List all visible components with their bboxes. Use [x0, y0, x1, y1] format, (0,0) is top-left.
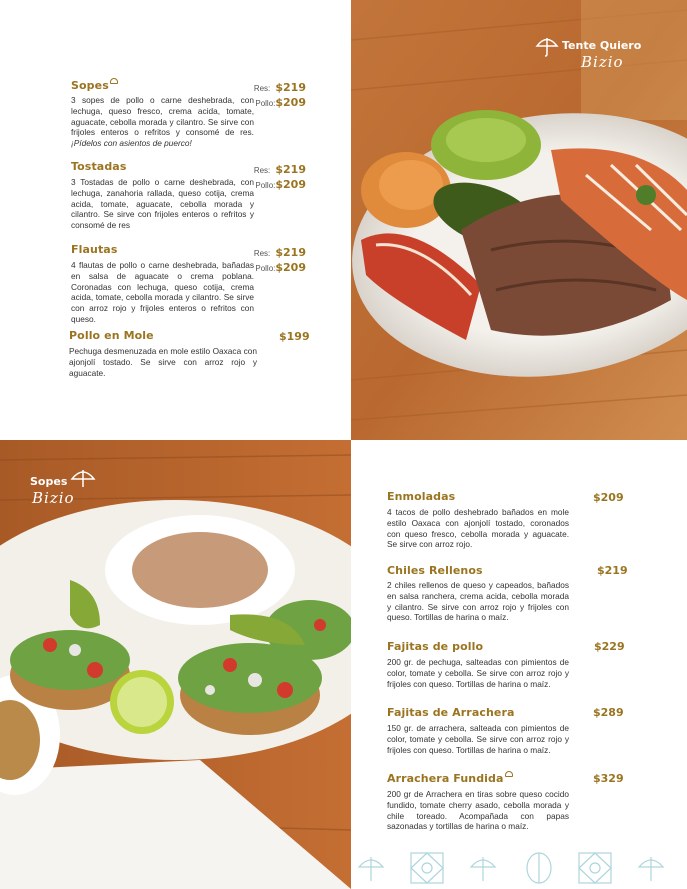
food-photo [0, 440, 351, 889]
item-title: Sopes [71, 79, 109, 92]
item-title: Enmoladas [387, 490, 456, 503]
item-prices [250, 245, 306, 275]
logo-script-text: Bizio [32, 489, 75, 507]
menu-item-flautas [71, 243, 117, 256]
logo-script-text: Bizio [581, 53, 624, 71]
tile-motif [359, 857, 383, 881]
menu-item-fajitas-de-arrachera [387, 706, 515, 719]
item-price: $199 [279, 330, 310, 343]
price-value: $209 [275, 96, 306, 109]
item-price: $289 [593, 706, 624, 719]
item-description: 2 chiles rellenos de queso y capeados, bañados en salsa ranchera, crema acida, cebolla morada y cilantro. Se sirve con arroz rojo y frijoles con queso. Tortillas de harina o maíz. [387, 580, 569, 623]
item-title: Arrachera Fundida [387, 772, 504, 785]
item-description: 4 flautas de pollo o carne deshebrada, bañadas en salsa de aguacate o crema poblana. Coronadas con lechuga, queso cotija, crema acida, tomate, cebolla morada y cilantro. Se sirve con arroz rojo y frijoles enteros o refritos con queso. [71, 260, 254, 324]
price-value: $219 [275, 246, 306, 259]
umbrella-icon [505, 771, 513, 777]
menu-item-tostadas [71, 160, 126, 173]
umbrella-icon [535, 35, 559, 57]
item-title: Fajitas de pollo [387, 640, 484, 653]
item-description: 200 gr de Arrachera en tiras sobre queso cocido fundido, tomate cherry asado, cebolla morada y chile toreado. Acompañada con papas sazonadas y tortillas de harina o maíz. [387, 789, 569, 832]
menu-item-chiles-rellenos [387, 564, 483, 577]
item-description: Pechuga desmenuzada en mole estilo Oaxaca con ajonjolí tostado. Se sirve con arroz rojo y aguacate. [69, 346, 257, 378]
food-photo [351, 0, 687, 440]
item-price: $329 [593, 772, 624, 785]
price-label: Pollo: [255, 99, 276, 108]
menu-panel-right [351, 440, 687, 889]
umbrella-icon [110, 78, 118, 84]
price-value: $219 [275, 163, 306, 176]
item-prices [250, 80, 306, 110]
menu-item-arrachera-fundida [387, 771, 513, 785]
item-price: $219 [597, 564, 628, 577]
logo-text: Sopes [30, 475, 68, 488]
item-price: $209 [593, 491, 624, 504]
menu-item-sopes [71, 78, 118, 92]
item-title: Pollo en Mole [69, 329, 154, 342]
item-note: ¡Pídelos con asientos de puerco! [71, 138, 192, 149]
item-prices [250, 162, 306, 192]
logo-text: Tente Quiero [562, 39, 642, 52]
price-label: Res: [253, 249, 271, 258]
item-title: Fajitas de Arrachera [387, 706, 515, 719]
item-title: Flautas [71, 243, 118, 256]
item-price: $229 [594, 640, 625, 653]
price-label: Pollo: [255, 181, 276, 190]
price-value: $219 [275, 81, 306, 94]
item-description: 3 Tostadas de pollo o carne deshebrada, con lechuga, zanahoria rallada, queso cotija, crema acida, tomate, aguacate, cebolla morada y cilantro. Se sirve con frijoles enteros o refritos y consomé de res [71, 177, 254, 231]
price-label: Res: [253, 166, 271, 175]
item-description: 200 gr. de pechuga, salteadas con pimientos de color, tomate y cebolla. Se sirve con arroz rojo y frijoles con queso. Tortillas de harina o maíz. [387, 657, 569, 689]
item-description: 4 tacos de pollo deshebrado bañados en mole estilo Oaxaca con ajonjolí tostado, coronados con queso fresco, cebolla morada y aguacate. Se sirve con arroz rojo. [387, 507, 569, 550]
decorative-tile-pattern [351, 847, 687, 889]
photo-sopes [0, 440, 351, 889]
price-label: Pollo: [255, 264, 276, 273]
price-value: $209 [275, 261, 306, 274]
item-description: 150 gr. de arrachera, salteada con pimientos de color, tomate y cebolla. Se sirve con arroz rojo y frijoles con queso. Tortillas de harina o maíz. [387, 723, 569, 755]
menu-item-fajitas-de-pollo [387, 640, 483, 653]
item-title: Tostadas [71, 160, 127, 173]
menu-item-enmoladas [387, 490, 455, 503]
menu-panel-left [0, 0, 351, 440]
price-label: Res: [253, 84, 271, 93]
photo-enchiladas-plate [351, 0, 687, 440]
price-value: $209 [275, 178, 306, 191]
menu-item-pollo-en-mole [69, 329, 154, 342]
item-title: Chiles Rellenos [387, 564, 483, 577]
item-description: 3 sopes de pollo o carne deshebrada, con lechuga, queso fresco, crema acida, tomate, aguacate, cebolla morada y cilantro. Se sirve con frijoles enteros o refritos y consomé de res. ¡Pídelos con asientos de puerco! [71, 95, 254, 149]
umbrella-icon [70, 467, 96, 489]
